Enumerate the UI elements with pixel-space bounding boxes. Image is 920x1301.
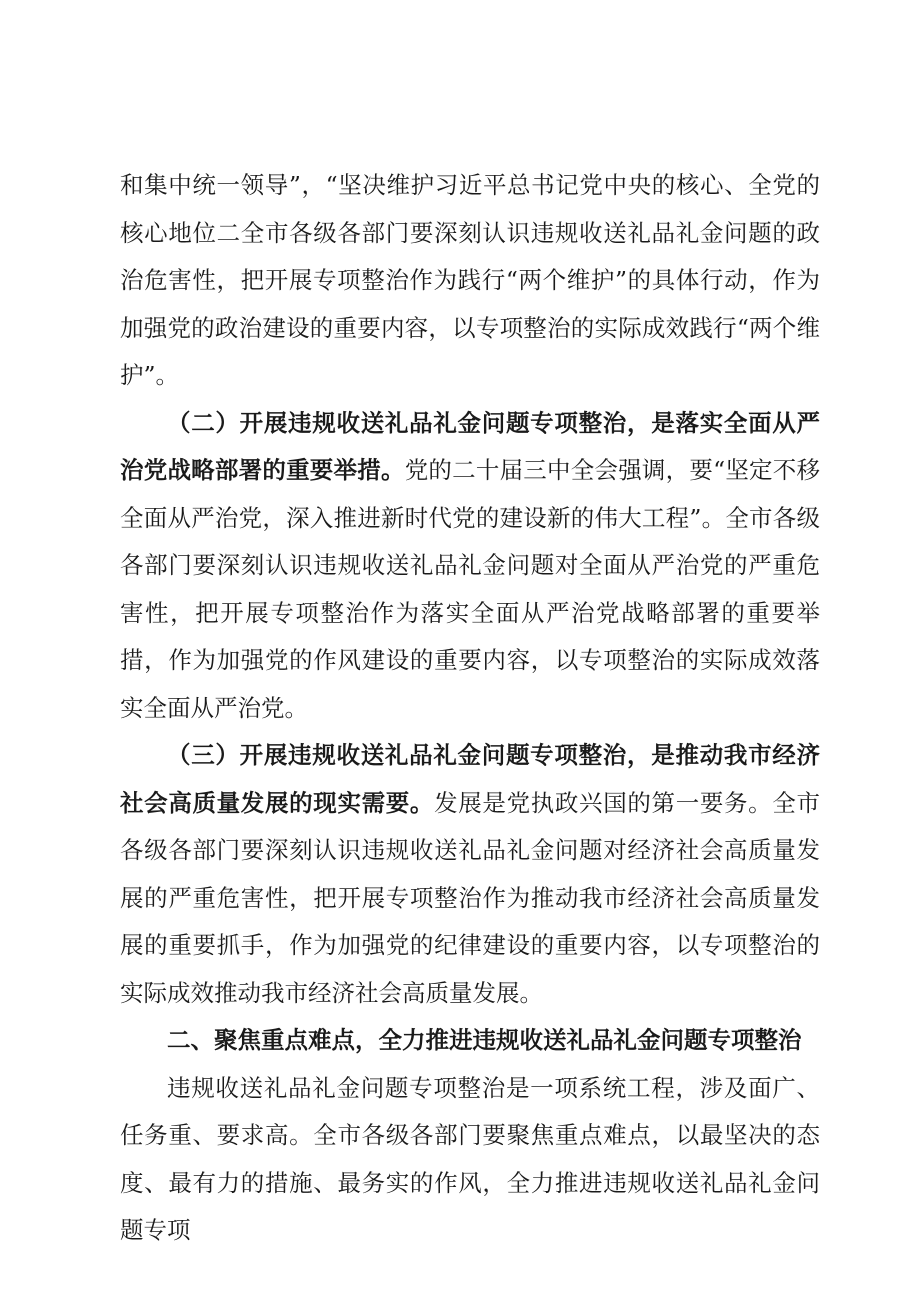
point-three-lead: （三）开展违规收送礼品礼金问题专项整治，是推动我市经济社会高质量发展的现实需要。 xyxy=(120,741,820,817)
point-two-lead: （二）开展违规收送礼品礼金问题专项整治，是落实全面从严治党战略部署的重要举措。 xyxy=(120,408,820,484)
paragraph-continuation: 和集中统一领导”，“坚决维护习近平总书记党中央的核心、全党的核心地位二全市各级各部门要深刻认识违规收送礼品礼金问题的政治危害性，把开展专项整治作为践行“两个维护”的具体行动，作为加强党的政治建设的重要内容，以专项整治的实际成效践行“两个维护”。 xyxy=(120,171,820,389)
document-body xyxy=(120,162,820,1255)
paragraph-section-two-intro: 违规收送礼品礼金问题专项整治是一项系统工程，涉及面广、任务重、要求高。全市各级各部门要聚焦重点难点，以最坚决的态度、最有力的措施、最务实的作风，全力推进违规收送礼品礼金问题专项 xyxy=(120,1073,820,1244)
paragraph-point-two xyxy=(120,400,820,733)
point-three-body: 发展是党执政兴国的第一要务。全市各级各部门要深刻认识违规收送礼品礼金问题对经济社会高质量发展的严重危害性，把开展专项整治作为推动我市经济社会高质量发展的重要抓手，作为加强党的纪律建设的重要内容，以专项整治的实际成效推动我市经济社会高质量发展。 xyxy=(120,788,821,1007)
section-heading-two: 二、聚焦重点难点，全力推进违规收送礼品礼金问题专项整治 xyxy=(167,1026,802,1054)
paragraph-point-three xyxy=(120,732,820,1017)
point-two-body: 党的二十届三中全会强调，要“坚定不移全面从严治党，深入推进新时代党的建设新的伟大工程”。全市各级各部门要深刻认识违规收送礼品礼金问题对全面从严治党的严重危害性，把开展专项整治作为落实全面从严治党战略部署的重要举措，作为加强党的作风建设的重要内容，以专项整治的实际成效落实全面从严治党。 xyxy=(120,456,821,722)
